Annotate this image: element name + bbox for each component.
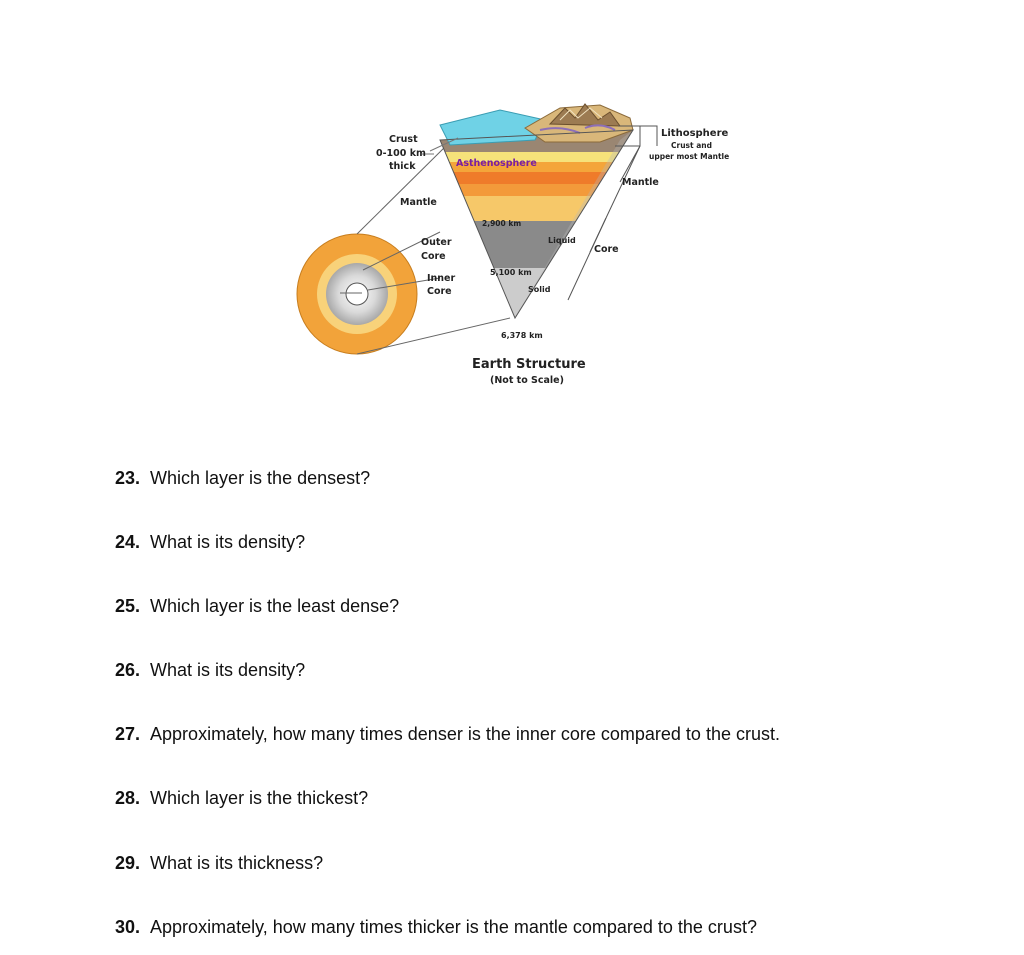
- question-text: Approximately, how many times thicker is the mantle compared to the crust?: [150, 917, 757, 937]
- question-number: 26.: [115, 660, 141, 680]
- question-29: [115, 853, 323, 874]
- question-number: 23.: [115, 468, 141, 488]
- depth-5100-label: 5,100 km: [490, 268, 532, 277]
- question-number: 24.: [115, 532, 141, 552]
- depth-6378-label: 6,378 km: [501, 331, 543, 340]
- lithosphere-label: Lithosphere: [661, 128, 729, 139]
- question-24: [115, 532, 305, 553]
- question-27: [115, 724, 780, 745]
- crust-label: Crust: [389, 134, 418, 145]
- depth-2900-label: 2,900 km: [482, 219, 522, 228]
- question-text: Approximately, how many times denser is the inner core compared to the crust.: [150, 724, 780, 744]
- diagram-title: Earth Structure: [472, 357, 586, 372]
- question-text: What is its density?: [150, 532, 306, 552]
- liquid-label: Liquid: [548, 236, 576, 245]
- question-number: 25.: [115, 596, 141, 616]
- question-number: 27.: [115, 724, 141, 744]
- solid-label: Solid: [528, 285, 551, 294]
- core-right-label: Core: [594, 244, 619, 255]
- outer-core-label-2: Core: [421, 251, 446, 262]
- question-23: [115, 468, 370, 489]
- lithosphere-sub1-label: Crust and: [671, 141, 712, 150]
- question-text: What is its density?: [150, 660, 306, 680]
- mantle-right-label: Mantle: [622, 177, 659, 188]
- question-26: [115, 660, 305, 681]
- inner-core-label-1: Inner: [427, 273, 456, 284]
- asthenosphere-label: Asthenosphere: [456, 158, 537, 169]
- question-text: Which layer is the least dense?: [150, 596, 400, 616]
- question-number: 29.: [115, 853, 141, 873]
- mantle-left-label: Mantle: [400, 197, 437, 208]
- question-number: 30.: [115, 917, 141, 937]
- question-text: What is its thickness?: [150, 853, 324, 873]
- crust-thick-label: thick: [389, 161, 416, 172]
- question-text: Which layer is the thickest?: [150, 788, 369, 808]
- lithosphere-sub2-label: upper most Mantle: [649, 152, 730, 161]
- question-number: 28.: [115, 788, 141, 808]
- crust-range-label: 0-100 km: [376, 148, 426, 159]
- outer-core-label-1: Outer: [421, 237, 452, 248]
- earth-structure-diagram: [0, 0, 1024, 420]
- question-30: [115, 917, 757, 938]
- diagram-subtitle: (Not to Scale): [490, 375, 564, 386]
- inner-core-label-2: Core: [427, 286, 452, 297]
- question-text: Which layer is the densest?: [150, 468, 371, 488]
- question-25: [115, 596, 399, 617]
- question-28: [115, 788, 368, 809]
